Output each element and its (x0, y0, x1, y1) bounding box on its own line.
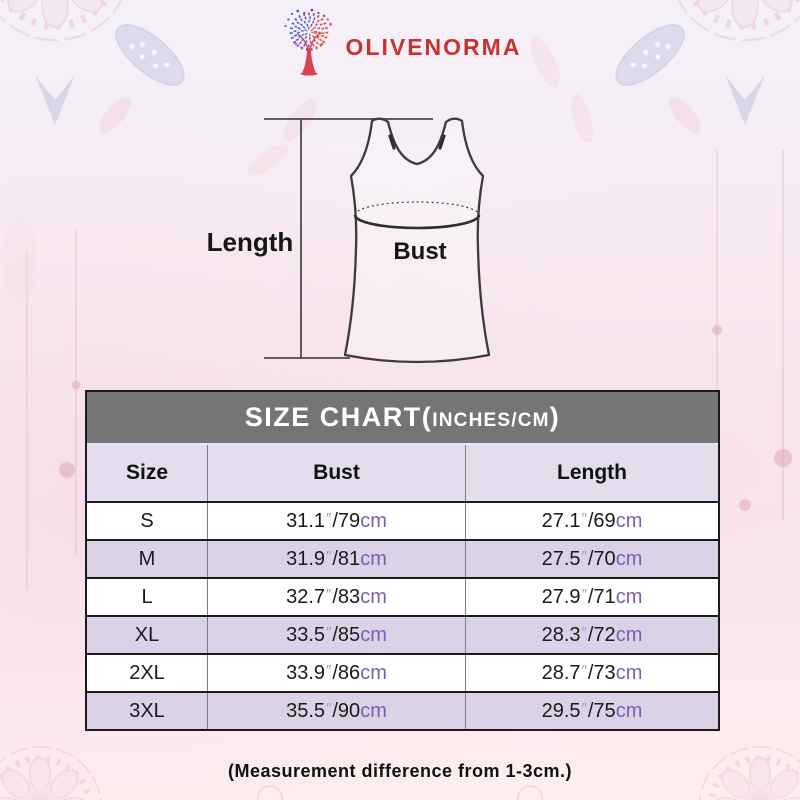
title-text: SIZE CHART( (244, 402, 433, 432)
cm-unit: cm (360, 585, 387, 608)
size-cell: L (141, 585, 153, 608)
size-chart-table (85, 390, 720, 731)
cm-unit: cm (360, 699, 387, 722)
length-cm: /70 (587, 547, 616, 570)
length-cell (465, 655, 718, 691)
bust-inches: 35.5 (286, 699, 326, 722)
inch-mark: ″ (326, 547, 332, 565)
table-row-2xl (87, 653, 718, 691)
bust-label: Bust (393, 238, 447, 265)
length-inches: 28.3 (541, 623, 581, 646)
bust-cell (207, 617, 465, 653)
cm-unit: cm (360, 509, 387, 532)
bust-cm: /86 (332, 661, 361, 684)
length-cell (465, 579, 718, 615)
bust-cm: /81 (332, 547, 361, 570)
table-row-m (87, 539, 718, 577)
length-inches: 29.5 (541, 699, 581, 722)
bust-cell (207, 655, 465, 691)
cm-unit: cm (360, 623, 387, 646)
bust-inches: 31.9 (286, 547, 326, 570)
inch-mark: ″ (581, 585, 587, 603)
column-header-size: Size (125, 461, 169, 484)
inch-mark: ″ (581, 661, 587, 679)
size-chart-title (87, 392, 718, 445)
bust-cell (207, 541, 465, 577)
bust-cm: /85 (332, 623, 361, 646)
bust-inches: 33.9 (286, 661, 326, 684)
column-header-length: Length (465, 445, 718, 501)
table-row-3xl (87, 691, 718, 729)
cm-unit: cm (615, 585, 643, 608)
cm-unit: cm (615, 661, 643, 684)
column-header-row (87, 445, 718, 501)
title-unit-text: INCHES/CM (432, 410, 550, 431)
size-cell: 3XL (129, 699, 165, 722)
length-label: Length (206, 227, 294, 257)
inch-mark: ″ (326, 699, 332, 717)
size-cell: S (140, 509, 154, 532)
table-row-s (87, 501, 718, 539)
cm-unit: cm (615, 547, 643, 570)
inch-mark: ″ (581, 509, 587, 527)
inch-mark: ″ (581, 623, 587, 641)
bust-inches: 33.5 (286, 623, 326, 646)
inch-mark: ″ (581, 699, 587, 717)
cm-unit: cm (360, 547, 387, 570)
length-inches: 28.7 (541, 661, 581, 684)
length-cell (465, 617, 718, 653)
size-cell: M (138, 547, 156, 570)
title-close-paren: ) (549, 402, 561, 432)
cm-unit: cm (615, 699, 643, 722)
cm-unit: cm (615, 509, 643, 532)
length-cell (465, 503, 718, 539)
length-cm: /72 (587, 623, 616, 646)
length-inches: 27.1 (541, 509, 581, 532)
length-cm: /71 (587, 585, 616, 608)
length-cell (465, 693, 718, 729)
inch-mark: ″ (581, 547, 587, 565)
length-inches: 27.9 (541, 585, 581, 608)
column-header-bust: Bust (207, 445, 465, 501)
bust-cm: /90 (332, 699, 361, 722)
inch-mark: ″ (326, 661, 332, 679)
bust-inches: 32.7 (286, 585, 326, 608)
size-cell: XL (134, 623, 160, 646)
cm-unit: cm (615, 623, 643, 646)
length-cm: /69 (587, 509, 616, 532)
measurement-note: (Measurement difference from 1-3cm.) (227, 761, 573, 781)
bust-cm: /83 (332, 585, 361, 608)
table-row-xl (87, 615, 718, 653)
brand-name: OLIVENORMA (345, 33, 522, 60)
bust-cm: /79 (332, 509, 361, 532)
length-cm: /75 (587, 699, 616, 722)
bust-cell (207, 503, 465, 539)
length-cm: /73 (587, 661, 616, 684)
table-row-l (87, 577, 718, 615)
length-cell (465, 541, 718, 577)
inch-mark: ″ (326, 585, 332, 603)
bust-cell (207, 693, 465, 729)
bust-inches: 31.1 (286, 509, 326, 532)
inch-mark: ″ (326, 623, 332, 641)
size-cell: 2XL (129, 661, 165, 684)
inch-mark: ″ (326, 509, 332, 527)
cm-unit: cm (360, 661, 387, 684)
bust-cell (207, 579, 465, 615)
strap-seam-marks (390, 136, 444, 148)
length-inches: 27.5 (541, 547, 581, 570)
